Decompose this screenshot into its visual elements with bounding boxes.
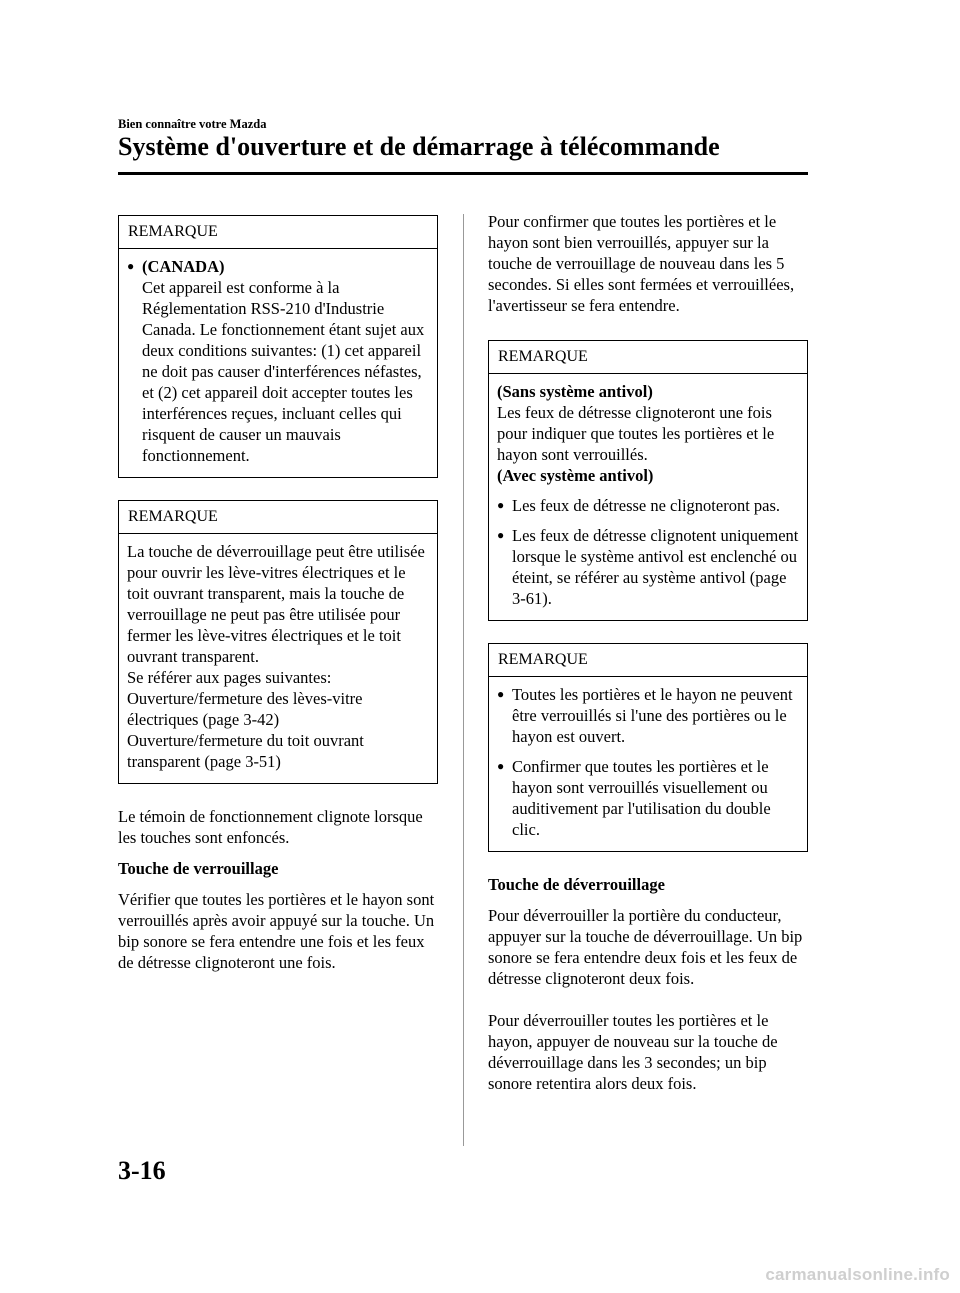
bullet-icon: ●: [497, 687, 505, 701]
left-column: [118, 215, 438, 983]
note-bullet: [127, 256, 429, 466]
column-divider: [463, 214, 464, 1146]
section-heading-unlock: Touche de déverrouillage: [488, 875, 665, 894]
bullet-icon: ●: [127, 259, 135, 273]
note-heading: REMARQUE: [119, 216, 437, 249]
bullet-text: Confirmer que toutes les portières et le hayon sont verrouillés visuellement ou auditivement par l'utilisation du double clic.: [512, 757, 771, 839]
bullet-icon: ●: [497, 498, 505, 512]
bullet-text: Les feux de détresse ne clignoteront pas.: [512, 496, 781, 515]
bullet-icon: ●: [497, 528, 505, 542]
page-number: 3-16: [118, 1156, 166, 1185]
note-heading: REMARQUE: [119, 501, 437, 534]
note-body: [489, 677, 807, 851]
bullet-text: Toutes les portières et le hayon ne peuvent être verrouillés si l'une des portières ou le hayon est ouvert.: [512, 685, 793, 746]
note-paragraph: Les feux de détresse clignoteront une fois pour indiquer que toutes les portières et le hayon sont verrouillés.: [497, 403, 775, 464]
note-box-unlock-windows: [118, 500, 438, 784]
watermark: carmanualsonline.info: [765, 1265, 950, 1284]
body-paragraph: Le témoin de fonctionnement clignote lorsque les touches sont enfoncés.: [118, 807, 423, 847]
note-paragraph: Ouverture/fermeture du toit ouvrant transparent (page 3-51): [127, 731, 364, 771]
page-title: Système d'ouverture et de démarrage à télécommande: [118, 132, 720, 161]
note-bullet: [497, 756, 799, 840]
note-bullet: [497, 495, 799, 516]
note-paragraph: Ouverture/fermeture des lèves-vitre électriques (page 3-42): [127, 689, 363, 729]
note-body: [119, 534, 437, 783]
note-heading: REMARQUE: [489, 644, 807, 677]
note-box-canada: [118, 215, 438, 478]
section-heading-lock: Touche de verrouillage: [118, 859, 279, 878]
note-subheading: (Avec système antivol): [497, 466, 654, 485]
note-heading: REMARQUE: [489, 341, 807, 374]
body-paragraph: Vérifier que toutes les portières et le hayon sont verrouillés après avoir appuyé sur la touche. Un bip sonore se fera entendre une fois et les feux de détresse clignoteront une fois.: [118, 890, 435, 972]
note-box-lock-check: [488, 643, 808, 852]
title-rule: [118, 172, 808, 175]
note-body: [489, 374, 807, 620]
bullet-title: (CANADA): [142, 257, 225, 276]
body-paragraph: Pour déverrouiller la portière du conducteur, appuyer sur la touche de déverrouillage. Un bip sonore se fera entendre deux fois et les feux de détresse clignoteront deux fois.: [488, 906, 803, 988]
note-paragraph: Se référer aux pages suivantes:: [127, 668, 332, 687]
bullet-text: Les feux de détresse clignotent uniquement lorsque le système antivol est enclenché ou éteint, se référer au système antivol (page 3-61).: [512, 526, 799, 608]
note-box-antivol: [488, 340, 808, 621]
note-bullet: [497, 525, 799, 609]
chapter-label: Bien connaître votre Mazda: [118, 117, 267, 131]
body-paragraph: Pour confirmer que toutes les portières et le hayon sont bien verrouillés, appuyer sur la touche de verrouillage de nouveau dans les 5 secondes. Si elles sont fermées et verrouillées, l'avertisseur se fera entendre.: [488, 212, 795, 315]
body-paragraph: Pour déverrouiller toutes les portières et le hayon, appuyer de nouveau sur la touche de déverrouillage dans les 3 secondes; un bip sonore retentira alors deux fois.: [488, 1011, 778, 1093]
note-body: [119, 249, 437, 477]
note-subheading: (Sans système antivol): [497, 382, 653, 401]
bullet-text: [142, 256, 429, 466]
right-column: [488, 211, 808, 1104]
note-bullet: [497, 684, 799, 747]
note-paragraph: La touche de déverrouillage peut être utilisée pour ouvrir les lève-vitres électriques et le toit ouvrant transparent, mais la touche de verrouillage ne peut pas être utilisée pour fermer les lève-vitres électriques et le toit ouvrant transparent.: [127, 542, 425, 666]
bullet-icon: ●: [497, 759, 505, 773]
bullet-paragraph: Cet appareil est conforme à la Réglementation RSS-210 d'Industrie Canada. Le fonctionnement étant sujet aux deux conditions suivantes: (1) cet appareil ne doit pas causer d'interférences néfastes, et (2) cet appareil doit accepter toutes les interférences reçues, incluant celles qui risquent de causer un mauvais fonctionnement.: [142, 278, 425, 465]
